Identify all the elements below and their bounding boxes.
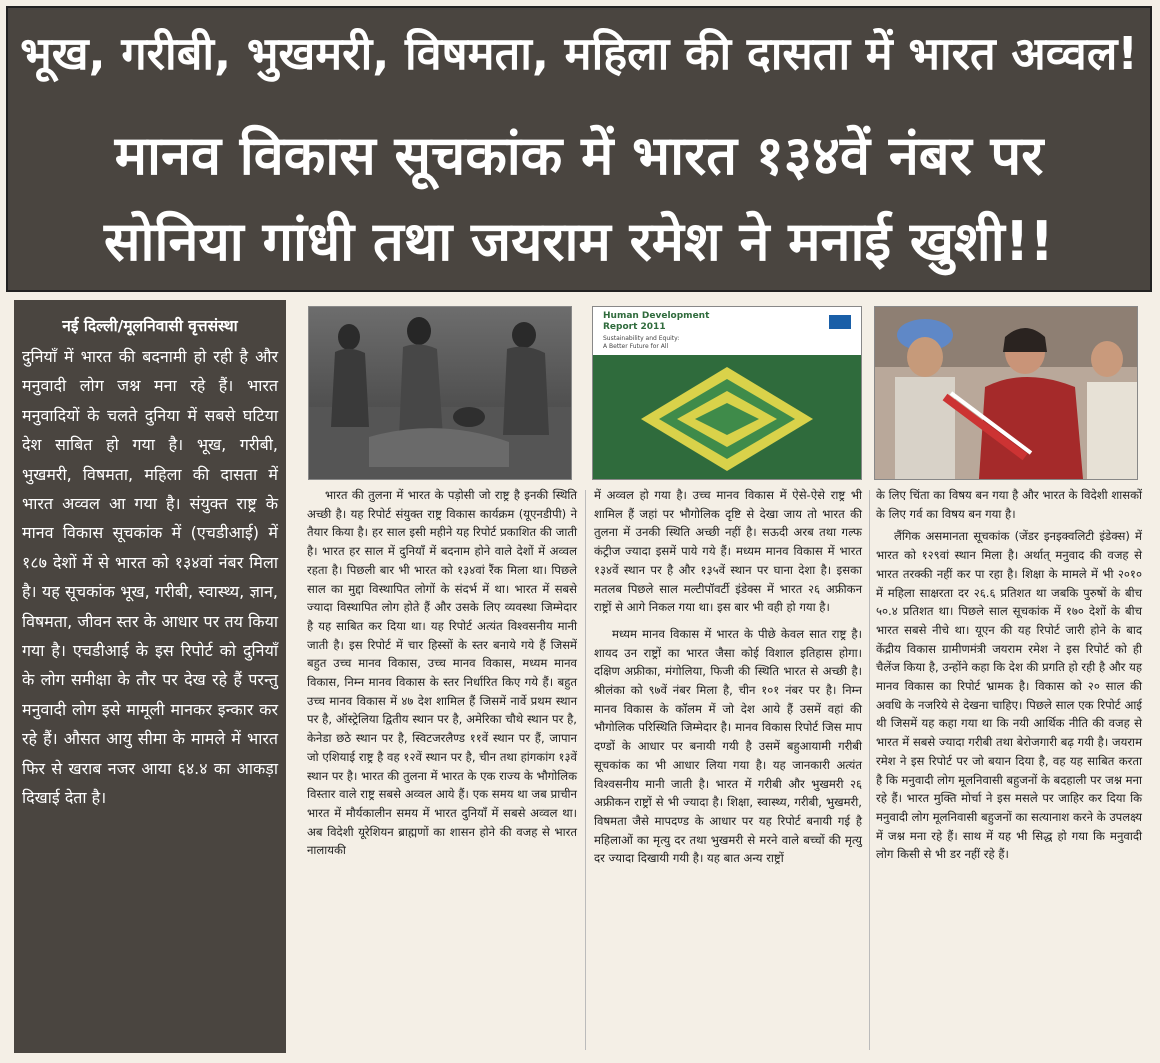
photo-strip [296, 302, 1146, 482]
famine-photo [308, 306, 572, 480]
column-2-para-2: मध्यम मानव विकास में भारत के पीछे केवल सात राष्ट्र है। शायद उन राष्ट्रों का भारत जैसा कोई विशाल इतिहास होगा। दक्षिण अफ्रीका, मंगोलिया, फिजी की स्थिति भारत से अच्छी है। श्रीलंका को ९७वें नंबर मिला है, चीन १०१ नंबर पर है। निम्न मानव विकास के कॉलम में जो देश आये हैं उसमें वहां की भौगोलिक परिस्थिति जिम्मेदार है। मानव विकास रिपोर्ट जिस माप दण्डों के आधार पर बनायी गयी है उसमें बहुआयामी गरीबी सूचकांक का भी आधार लिया गया है। यह जानकारी अत्यंत विश्वसनीय मानी जाती है। भारत में गरीबी और भुखमरी २६ अफ्रीकन राष्ट्रों से भी ज्यादा है। शिक्षा, स्वास्थ्य, गरीबी, भुखमरी, विषमता जैसे मापदण्ड के आधार पर यह रिपोर्ट बनायी गई है महिलाओं का मृत्यु दर तथा भुखमरी से मरने वाले बच्चों की मृत्यु दर ज्यादा दिखायी गयी है। यह बात अन्य राष्ट्रों [594, 626, 862, 866]
column-3-para-2: लैंगिक असमानता सूचकांक (जेंडर इनइक्वलिटी इंडेक्स) में भारत को १२९वां स्थान मिला है। अर्थात् मनुवाद की वजह से भारत तरक्की नहीं कर पा रहा है। शिक्षा के मामले में भी २०१० में महिला साक्षरता दर २६.६ प्रतिशत था जबकि पुरुषों के बीच ५०.४ प्रतिशत था। पिछले साल सूचकांक में १७० देशों के बीच भारत सबसे नीचे था। यूएन की यह रिपोर्ट जारी होने के बाद केंद्रीय विकास ग्रामीणमंत्री जयराम रमेश ने इस रिपोर्ट को ही चैलेंज किया है, उन्होंने कहा कि देश की प्रगति हो रही है और यह मानव विकास का रिपोर्ट भ्रामक है। विकास को २० साल की अवधि के नजरिये से देखना चाहिए। पिछले साल एक रिपोर्ट आई थी जिसमें यह कहा गया था कि नयी आर्थिक नीति की वजह से भारत में सबसे ज्यादा गरीबी तथा बेरोजगारी बढ़ गयी है। जयराम रमेश ने इस रिपोर्ट पर जो बयान दिया है, वह यह साबित करता है कि मनुवादी लोग मूलनिवासी बहुजनों के बदहाली पर जश्न मना रहे हैं। भारत मुक्ति मोर्चा ने इस मसले पर जाहिर कर दिया कि मनुवादी लोग मूलनिवासी बहुजनों का सत्यानाश करने के उपलक्ष्य में जश्न मना रहे हैं। साथ में यह भी सिद्ध हो गया कि मनुवादी लोग किसी से भी डर नहीं रहे हैं। [876, 529, 1143, 862]
hdr-tagline: A Better Future for All [603, 343, 669, 350]
column-3-para-1: के लिए चिंता का विषय बन गया है और भारत के विदेशी शासकों के लिए गर्व का विषय बन गया है। [876, 488, 1142, 521]
headline-line-1: भूख, गरीबी, भुखमरी, विषमता, महिला की दासता में भारत अव्वल! [20, 27, 1138, 80]
hdr-title-line2: Report 2011 [603, 322, 666, 332]
intro-text: दुनियाँ में भारत की बदनामी हो रही है और मनुवादी लोग जश्न मना रहे हैं। भारत मनुवादियों के चलते दुनिया में सबसे घटिया देश साबित हो गया है। भूख, गरीबी, भुखमरी, विषमता, महिला की दासता में भारत अव्वल आ गया है। संयुक्त राष्ट्र के मानव विकास सूचकांक में (एचडीआई) में १८७ देशों में से भारत को १३४वां नंबर मिला है। यह सूचकांक भूख, गरीबी, स्वास्थ्य, ज्ञान, विषमता, जीवन स्तर के आधार पर तय किया गया है। एचडीआई के इस रिपोर्ट को दुनियाँ के लोग समीक्षा के तौर पर देख रहे हैं परन्तु मनुवादी लोग इसे मामूली मानकर इन्कार कर रहे हैं। औसत आयु सीमा के मामले में भारत फिर से खराब नजर आया ६४.४ का आकड़ा दिखाई देता है। [22, 347, 278, 808]
politicians-photo-image [875, 307, 1137, 479]
article-column-3 [876, 486, 1142, 864]
article-column-1 [307, 486, 577, 860]
hdr-subtitle: Sustainability and Equity: [603, 335, 680, 342]
hdr-report-cover [592, 306, 862, 480]
article-column-2 [594, 486, 862, 868]
hdr-title-line1: Human Development [603, 311, 710, 321]
hdr-cover-graphic [593, 307, 861, 479]
column-1-text: भारत की तुलना में भारत के पड़ोसी जो राष्ट्र है इनकी स्थिति अच्छी है। यह रिपोर्ट संयुक्त राष्ट्र विकास कार्यक्रम (यूएनडीपी) ने तैयार किया है। हर साल इसी महीने यह रिपोर्ट प्रकाशित की जाती है। भारत हर साल में दुनियाँ में बदनाम होने वाले देशों में अव्वल रहता है। पिछली बार भी भारत को १३४वां रैंक मिला था। पिछले साल का मुद्दा विस्थापित लोगों के संदर्भ में था। भारत में सबसे ज्यादा विस्थापित लोग होते हैं और उसके लिए व्यवस्था जिम्मेदार है यह साबित कर दिया था। यह रिपोर्ट अत्यंत विश्वसनीय मानी जाती है। इस रिपोर्ट में चार हिस्सों के स्तर बनाये गये हैं जिसमें बहुत उच्च मानव विकास, उच्च मानव विकास, मध्यम मानव विकास, निम्न मानव विकास के स्तर निर्धारित किए गये हैं। बहुत उच्च मानव विकास में ४७ देश शामिल हैं जिसमें नार्वे प्रथम स्थान पर है, ऑस्ट्रेलिया द्वितीय स्थान पर है, अमेरिका चौथे स्थान पर है, केनेडा छठे स्थान पर है, स्विटजरलैण्ड ११वें स्थान पर हैं, जापान जो एशियाई राष्ट्र है वह १२वें स्थान पर है, चीन तथा हांगकांग १३वें स्थान पर है। भारत की तुलना में भारत के एक राज्य के भौगोलिक विस्तार वाले राष्ट्र सबसे अव्वल आये हैं। एक समय था जब प्राचीन भारत में मौर्यकालीन समय में भारत दुनियाँ में सबसे अव्वल था। अब विदेशी यूरेशियन ब्राह्मणों का शासन होने की वजह से भारत नालायकी [307, 488, 577, 858]
byline: नई दिल्ली/मूलनिवासी वृत्तसंस्था [62, 317, 238, 335]
famine-photo-image [309, 307, 571, 479]
column-2-para-1: में अव्वल हो गया है। उच्च मानव विकास में ऐसे-ऐसे राष्ट्र भी शामिल हैं जहां पर भौगोलिक दृष्टि से देखा जाय तो भारत की तुलना में उनकी स्थिति अच्छी नहीं है। सऊदी अरब तथा गल्फ कंट्रीज ज्यादा इसमें पाये गये हैं। मध्यम मानव विकास में भारत १३४वें स्थान पर है और १३५वें स्थान पर घाना देशा है। इसका मतलब पिछले साल मल्टीपॉवर्टी इंडेक्स में भारत २६ अफ्रीकन राष्ट्रों से आगे निकल गया था। इस बार भी वही हो गया है। [594, 488, 862, 615]
politicians-photo [874, 306, 1138, 480]
headline-line-2: मानव विकास सूचकांक में भारत १३४वें नंबर पर [114, 124, 1044, 187]
headline-line-3: सोनिया गांधी तथा जयराम रमेश ने मनाई खुशी!! [104, 210, 1054, 273]
column-divider [869, 490, 870, 1050]
headline-box [6, 6, 1152, 292]
column-divider [585, 490, 586, 1050]
intro-column [14, 300, 286, 1053]
